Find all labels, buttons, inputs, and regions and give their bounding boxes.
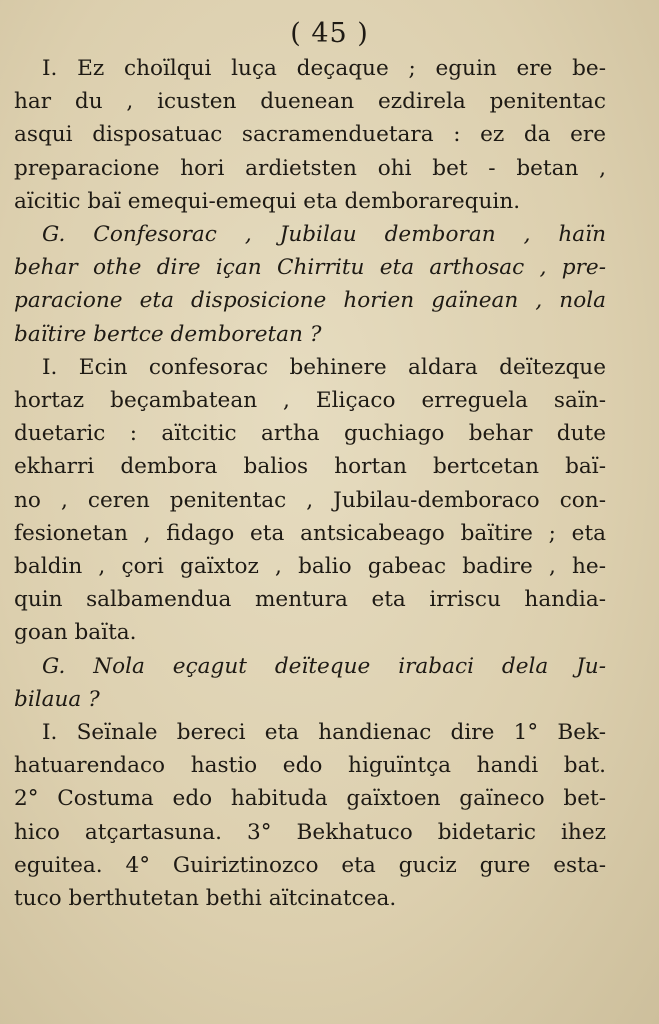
text-line: paracione eta disposicione horien gaïnean , nola [14,288,606,314]
text-line: bilaua ? [14,686,100,712]
text-line: G. Confesorac , Jubilau demboran , haïn [42,222,606,248]
text-line: I. Seïnale bereci eta handienac dire 1° Bek- [42,720,606,746]
text-line: quin salbamendua mentura eta irriscu handia- [14,587,606,613]
text-line: baldin , çori gaïxtoz , balio gabeac badire , he- [14,554,606,580]
text-line: eguitea. 4° Guiriztinozco eta guciz gure esta- [14,852,606,878]
text-line: preparacione hori ardietsten ohi bet - betan , [14,155,606,181]
text-line: tuco berthutetan bethi aïtcinatcea. [14,886,397,912]
text-line: 2° Costuma edo habituda gaïxtoen gaïneco bet- [14,786,606,812]
text-line: no , ceren penitentac , Jubilau-demboraco con- [14,487,606,513]
text-line: hico atçartasuna. 3° Bekhatuco bidetaric ihez [14,819,606,845]
text-line: asqui disposatuac sacramenduetara : ez da ere [14,122,606,148]
text-line: G. Nola eçagut deïteque irabaci dela Ju- [42,653,606,679]
text-line: hortaz beçambatean , Eliçaco erreguela saïn- [14,388,606,414]
text-block [14,52,606,915]
text-line: I. Ecin confesorac behinere aldara deïtezque [42,354,606,380]
text-line: behar othe dire içan Chirritu eta arthosac , pre- [14,255,606,281]
answer-paragraph [14,52,606,218]
text-line: ekharri dembora balios hortan bertcetan baï- [14,454,606,480]
page-number: ( 45 ) [290,18,369,49]
text-line: baïtire bertce demboretan ? [14,321,322,347]
answer-paragraph [14,351,606,650]
text-line: goan baïta. [14,620,137,646]
answer-paragraph [14,716,606,915]
text-line: har du , icusten duenean ezdirela penitentac [14,89,606,115]
text-line: hatuarendaco hastio edo higuïntça handi bat. [14,753,606,779]
text-line: fesionetan , fidago eta antsicabeago baïtire ; eta [14,520,606,546]
text-line: I. Ez choïlqui luça deçaque ; eguin ere be- [42,56,606,81]
text-line: duetaric : aïtcitic artha guchiago behar dute [14,421,606,447]
text-line: aïcitic baï emequi-emequi eta demborarequin. [14,188,521,214]
question-paragraph [14,218,606,351]
question-paragraph [14,650,606,716]
